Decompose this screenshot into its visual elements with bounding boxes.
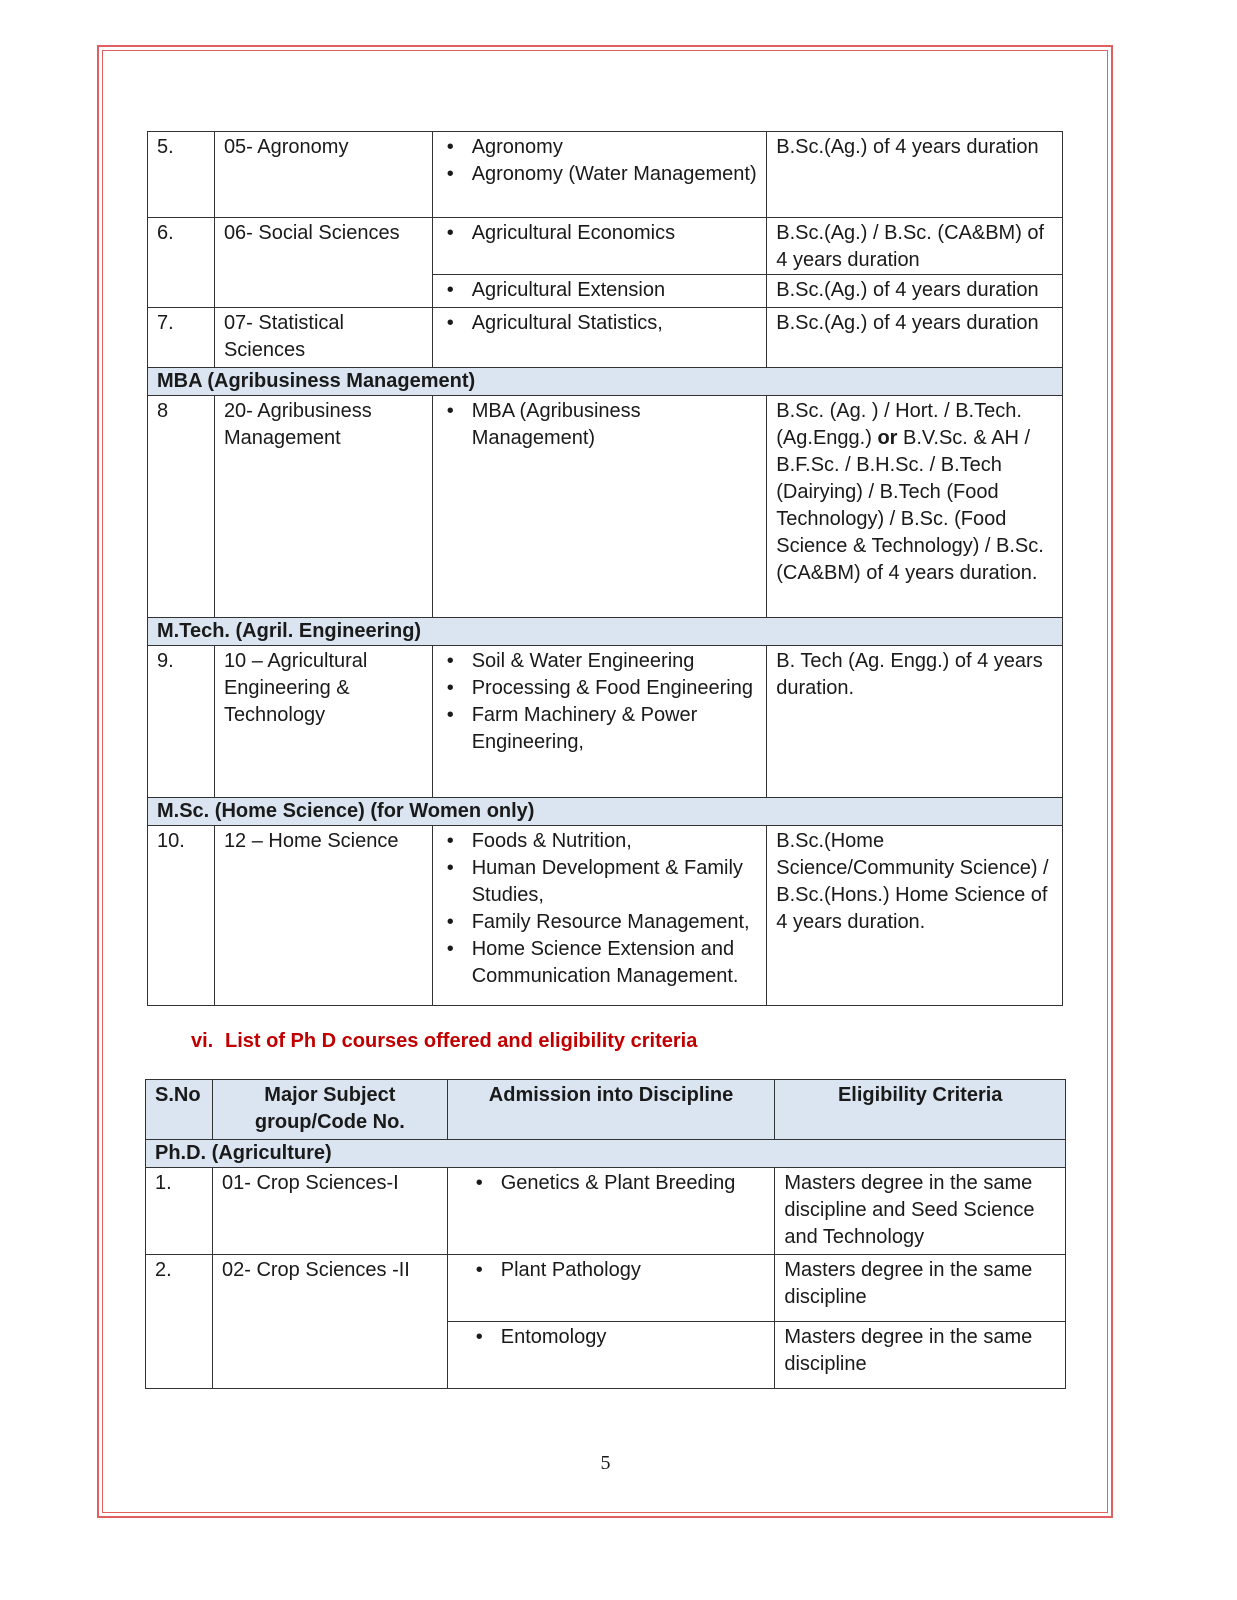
list-item: • Agricultural Statistics, <box>472 310 758 337</box>
list-item: • Agronomy <box>472 134 758 161</box>
sno-cell: 7. <box>148 308 215 368</box>
table-row <box>148 218 1063 308</box>
discipline-cell <box>432 826 767 1006</box>
list-item: • Foods & Nutrition, <box>472 828 758 855</box>
discipline-cell <box>432 396 767 618</box>
header-discipline: Admission into Discipline <box>447 1080 775 1140</box>
group-cell: 02- Crop Sciences -II <box>212 1255 447 1389</box>
sno-cell: 1. <box>146 1168 213 1255</box>
eligibility-text: B.Sc.(Ag.) / B.Sc. (CA&BM) of 4 years duration <box>776 222 1045 271</box>
list-item: • Soil & Water Engineering <box>472 648 758 675</box>
table-row <box>148 396 1063 618</box>
table-row <box>146 1255 1066 1389</box>
list-item: • Agronomy (Water Management) <box>472 161 758 188</box>
sno-cell: 10. <box>148 826 215 1006</box>
section-row <box>148 798 1063 826</box>
masters-courses-table <box>147 131 1063 1006</box>
section-title: MBA (Agribusiness Management) <box>148 368 1063 396</box>
sno-cell: 8 <box>148 396 215 618</box>
eligibility-text: B.V.Sc. & AH / B.F.Sc. / B.H.Sc. / B.Tech (Dairying) / B.Tech (Food Technology) / B.Sc. (Food Science & Technology) / B.Sc.(CA&BM) of 4 years duration. <box>776 427 1044 584</box>
phd-courses-table <box>145 1079 1066 1389</box>
discipline-cell <box>432 646 767 798</box>
list-item: • Home Science Extension and Communication Management. <box>472 936 758 990</box>
header-group: Major Subject group/Code No. <box>212 1080 447 1140</box>
eligibility-cell: B.Sc.(Ag.) of 4 years duration <box>767 308 1063 368</box>
section-row <box>148 368 1063 396</box>
eligibility-cell: Masters degree in the same discipline and Seed Science and Technology <box>775 1168 1066 1255</box>
list-item: • Agricultural Extension <box>472 277 758 304</box>
discipline-cell <box>432 132 767 218</box>
eligibility-cell <box>775 1255 1066 1389</box>
list-item: • MBA (Agribusiness Management) <box>472 398 758 452</box>
table-row <box>146 1168 1066 1255</box>
sno-cell: 9. <box>148 646 215 798</box>
eligibility-cell: B.Sc.(Ag.) of 4 years duration <box>767 132 1063 218</box>
eligibility-text: Masters degree in the same discipline <box>775 1321 1065 1381</box>
eligibility-cell: B.Sc.(Home Science/Community Science) / B.Sc.(Hons.) Home Science of 4 years duration. <box>767 826 1063 1006</box>
list-item: • Agricultural Economics <box>472 220 758 247</box>
eligibility-cell <box>767 218 1063 308</box>
section-row <box>148 618 1063 646</box>
eligibility-cell <box>767 396 1063 618</box>
eligibility-text: B.Sc. (Ag. ) / Hort. / B.Tech. (Ag.Engg.) <box>776 400 1022 449</box>
group-cell: 06- Social Sciences <box>214 218 432 308</box>
group-cell: 01- Crop Sciences-I <box>212 1168 447 1255</box>
list-item: • Entomology <box>501 1324 766 1351</box>
heading-text: List of Ph D courses offered and eligibility criteria <box>225 1030 698 1052</box>
sno-cell: 2. <box>146 1255 213 1389</box>
discipline-cell <box>432 218 767 308</box>
table-row <box>148 132 1063 218</box>
list-item: • Farm Machinery & Power Engineering, <box>472 702 758 756</box>
group-cell: 12 – Home Science <box>214 826 432 1006</box>
list-item: • Plant Pathology <box>501 1257 766 1284</box>
discipline-cell <box>447 1168 775 1255</box>
eligibility-cell: B. Tech (Ag. Engg.) of 4 years duration. <box>767 646 1063 798</box>
header-eligibility: Eligibility Criteria <box>775 1080 1066 1140</box>
header-sno: S.No <box>146 1080 213 1140</box>
list-item: • Processing & Food Engineering <box>472 675 758 702</box>
table-row <box>148 826 1063 1006</box>
page-number: 5 <box>600 1452 611 1474</box>
list-item: • Family Resource Management, <box>472 909 758 936</box>
group-cell: 05- Agronomy <box>214 132 432 218</box>
sno-cell: 6. <box>148 218 215 308</box>
section-title: M.Tech. (Agril. Engineering) <box>148 618 1063 646</box>
list-item: • Genetics & Plant Breeding <box>501 1170 766 1197</box>
table-row <box>148 308 1063 368</box>
eligibility-text: B.Sc.(Ag.) of 4 years duration <box>767 274 1062 307</box>
sno-cell: 5. <box>148 132 215 218</box>
discipline-cell <box>447 1255 775 1389</box>
or-text: or <box>877 427 898 449</box>
heading-number: vi. <box>191 1030 214 1052</box>
group-cell: 10 – Agricultural Engineering & Technology <box>214 646 432 798</box>
section-title: Ph.D. (Agriculture) <box>146 1140 1066 1168</box>
discipline-cell <box>432 308 767 368</box>
header-row <box>146 1080 1066 1140</box>
group-cell: 07- Statistical Sciences <box>214 308 432 368</box>
section-row <box>146 1140 1066 1168</box>
list-item: • Human Development & Family Studies, <box>472 855 758 909</box>
group-cell: 20- Agribusiness Management <box>214 396 432 618</box>
eligibility-text: Masters degree in the same discipline <box>784 1259 1033 1308</box>
phd-section-heading <box>191 1030 697 1053</box>
table-row <box>148 646 1063 798</box>
section-title: M.Sc. (Home Science) (for Women only) <box>148 798 1063 826</box>
